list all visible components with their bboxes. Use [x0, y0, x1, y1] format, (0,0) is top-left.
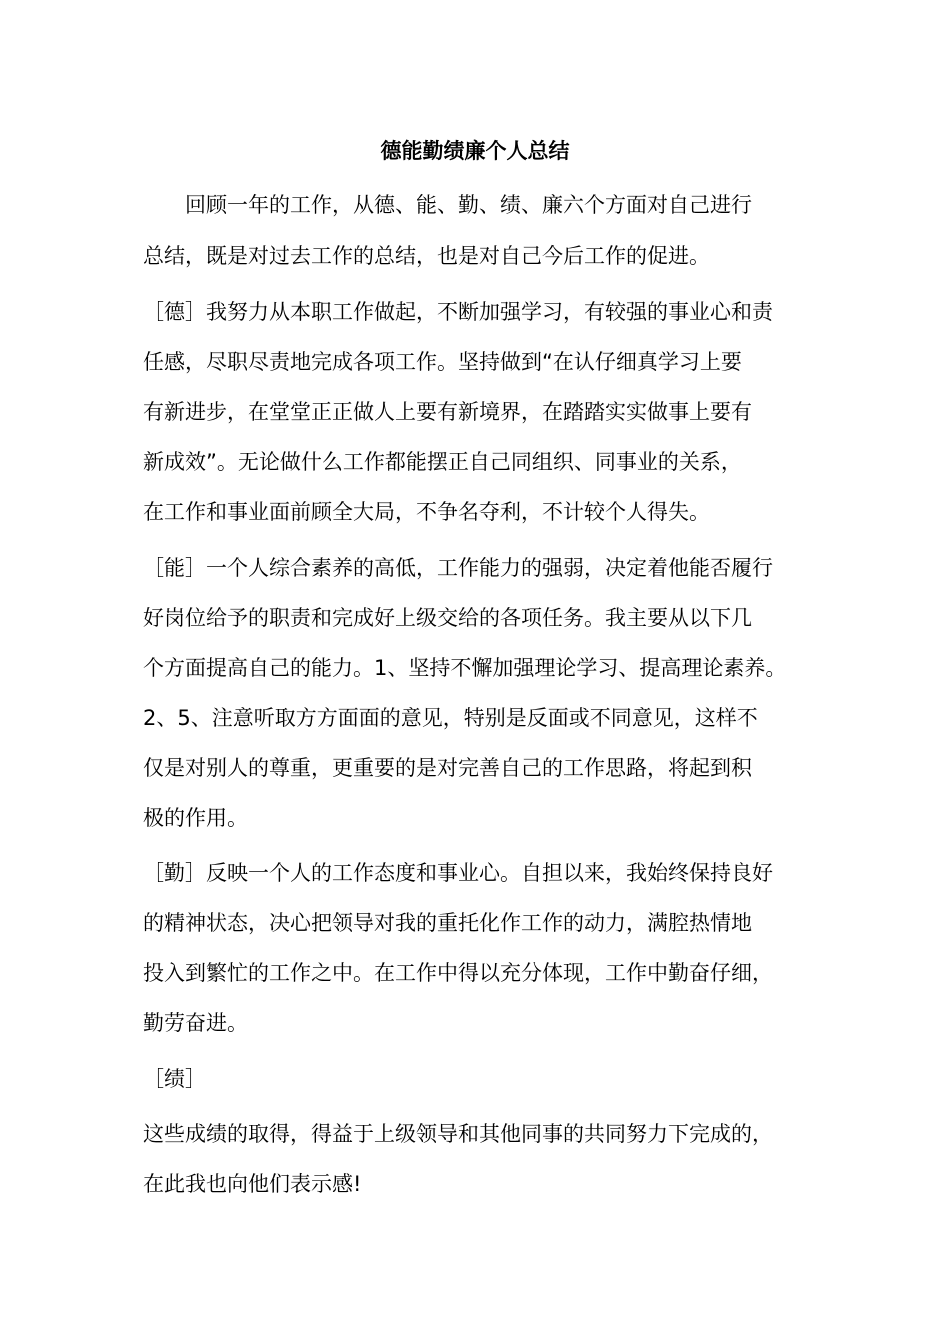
paragraph-line: 仅是对别人的尊重，更重要的是对完善自己的工作思路，将起到积 [143, 756, 752, 780]
paragraph-line: ［勤］反映一个人的工作态度和事业心。自担以来，我始终保持良好 [143, 861, 773, 885]
paragraph-line: 回顾一年的工作，从德、能、勤、绩、廉六个方面对自己进行 [143, 193, 752, 217]
paragraph-line: 的精神状态，决心把领导对我的重托化作工作的动力，满腔热情地 [143, 911, 752, 935]
paragraph-line: 个方面提高自己的能力。1、坚持不懈加强理论学习、提高理论素养。 [143, 656, 787, 680]
paragraph-line: ［绩］ [143, 1067, 206, 1091]
paragraph-line: 新成效”。无论做什么工作都能摆正自己同组织、同事业的关系， [143, 450, 742, 474]
paragraph-line: 投入到繁忙的工作之中。在工作中得以充分体现，工作中勤奋仔细， [143, 961, 773, 985]
paragraph-line: 好岗位给予的职责和完成好上级交给的各项任务。我主要从以下几 [143, 606, 752, 630]
paragraph-line: 这些成绩的取得，得益于上级领导和其他同事的共同努力下完成的， [143, 1122, 773, 1146]
paragraph-line: ［能］一个人综合素养的高低，工作能力的强弱，决定着他能否履行 [143, 556, 773, 580]
paragraph-line: 在工作和事业面前顾全大局，不争名夺利，不计较个人得失。 [143, 500, 710, 524]
paragraph-line: 极的作用。 [143, 806, 248, 830]
paragraph-line: 2、5、注意听取方方面面的意见，特别是反面或不同意见，这样不 [143, 706, 758, 730]
paragraph-line: 在此我也向他们表示感! [143, 1172, 362, 1196]
document-title: 德能勤绩廉个人总结 [380, 139, 570, 163]
paragraph-line: 有新进步，在堂堂正正做人上要有新境界，在踏踏实实做事上要有 [143, 400, 752, 424]
paragraph-line: 总结，既是对过去工作的总结，也是对自己今后工作的促进。 [143, 244, 710, 268]
paragraph-line: 勤劳奋进。 [143, 1011, 248, 1035]
paragraph-line: ［德］我努力从本职工作做起，不断加强学习，有较强的事业心和责 [143, 300, 773, 324]
paragraph-line: 任感，尽职尽责地完成各项工作。坚持做到“在认仔细真学习上要 [143, 350, 742, 374]
